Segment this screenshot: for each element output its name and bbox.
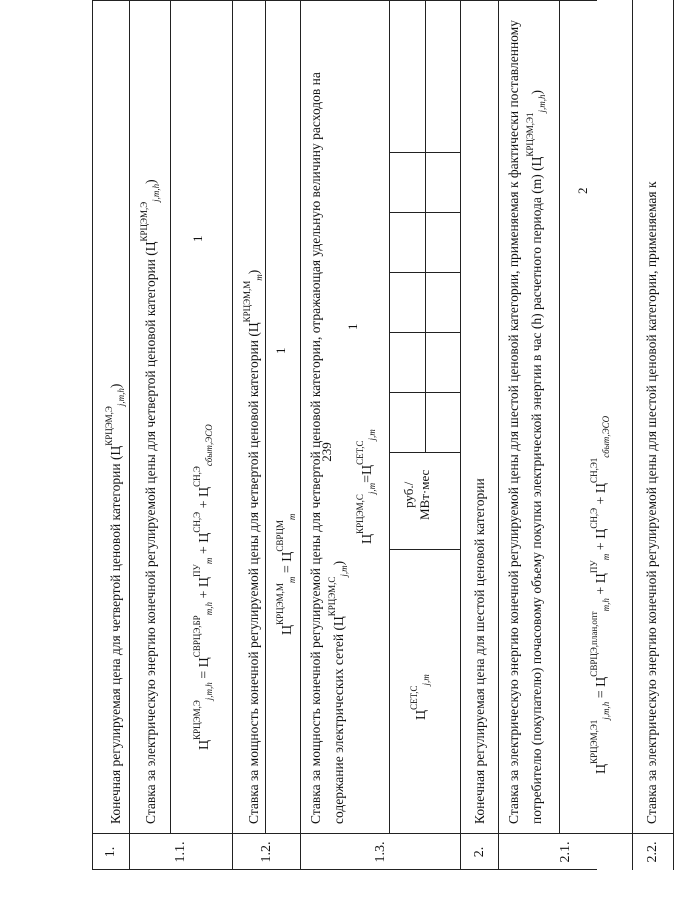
formula-1-3-left: $Ц^{СЕТ,С}_{j,m}$ [409, 674, 431, 720]
row-number: 1.2. [233, 833, 300, 870]
unit-label: руб./ МВт·мес [401, 469, 432, 520]
formula-1-1: $Ц^{КРЦЭМ,Э}_{j,m,h} = Ц^{СВРЦЭ,БР}_{m,h} + Ц^{ПУ}_m + Ц^{СН,Э} + Ц^{СН,Э}_{сбыт,ЭСО}$ [192, 424, 214, 750]
value-note: 1 [273, 347, 288, 354]
formula-1-3-header: $Ц^{КРЦЭМ,С}_{j,m}=Ц^{СЕТ,С}_{j,m}$ [355, 429, 377, 544]
row-text: Ставка за электрическую энергию конечной регулируемой цены для шестой ценовой категории, применяемая к [644, 181, 659, 824]
table-row [129, 0, 232, 870]
row-number: 1. [93, 833, 129, 870]
rotated-table [92, 0, 660, 870]
table-row [92, 0, 129, 870]
row-text: Ставка за мощность конечной регулируемой цены для четвертой ценовой категории $(Ц^{КРЦЭМ,М}_m)$ [242, 269, 264, 824]
table-row [232, 0, 300, 870]
row-number: 2.2. [633, 833, 673, 870]
table-row [632, 0, 674, 870]
row-text: Конечная регулируемая цена для четвертой ценовой категории $(Ц^{КРЦЭМ,Э}_{j,m,h})$ [104, 383, 126, 824]
grid-line [425, 0, 426, 452]
value-note: 2 [575, 187, 590, 194]
page-number: 239 [319, 442, 334, 462]
table-border [92, 869, 597, 870]
formula-2-1: $Ц^{КРЦЭМ,Э1}_{j,m,h} = Ц^{СВРЦЭ,план,опт}_{m,h} + Ц^{ПУ}_m + Ц^{СН,Э} + Ц^{СН,Э1}_{сбыт,ЭСО}$ [589, 415, 611, 774]
value-note: 1 [345, 323, 360, 330]
table-border [92, 0, 597, 1]
row-text: Ставка за электрическую энергию конечной регулируемой цены для шестой ценовой категории, применяемая к фактически поставленному потребителю (покупателю) почасовому объему покупки электрической энергии в час (h) расчетного периода (m) $(Ц^{КРЦЭМ,Э1}_{j,m,h})$ [506, 20, 547, 824]
row-number: 2. [461, 833, 498, 870]
row-number: 2.1. [499, 833, 632, 870]
formula-1-2: $Ц^{КРЦЭМ,М}_m = Ц^{СВРЦМ}_m$ [275, 513, 297, 635]
value-note: 1 [190, 235, 205, 242]
formula-cell [265, 0, 301, 834]
row-text: Ставка за электрическую энергию конечной регулируемой цены для четвертой ценовой категории $(Ц^{КРЦЭМ,Э}_{j,m,h})$ [139, 179, 161, 824]
row-text: Ставка за мощность конечной регулируемой цены для четвертой ценовой категории, отражающая удельную величину расходов на содержание электрических сетей $(Ц^{КРЦЭМ,С}_{j,m})$ [308, 72, 349, 824]
table-row [300, 0, 460, 870]
row-number: 1.3. [301, 833, 460, 870]
row-number: 1.1. [130, 833, 232, 870]
table-row [460, 0, 498, 870]
row-text: Конечная регулируемая цена для шестой ценовой категории [472, 478, 487, 824]
table-row [498, 0, 632, 870]
